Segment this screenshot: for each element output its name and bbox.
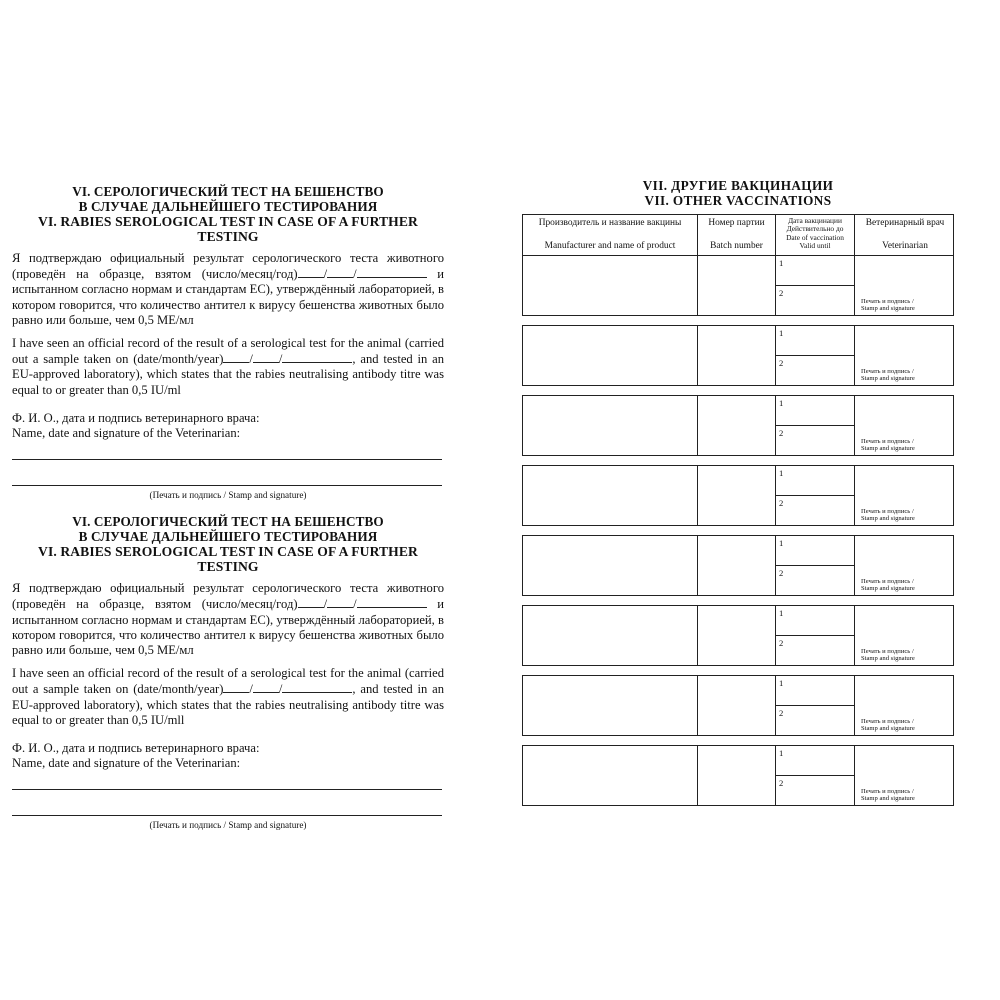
stamp-note: Печать и подпись / Stamp and signature	[861, 647, 915, 663]
batch-cell[interactable]	[698, 466, 776, 525]
right-page	[522, 178, 954, 806]
statement-en: I have seen an official record of the result of a serological test for the animal (carried out a sample taken on (date/month/year) / / , and tested in an EU-approved laboratory), which states that the rabies neutralising antibody titre was equal to or greater than 0,5 IU/mll	[12, 666, 444, 727]
date-month-field[interactable]	[253, 681, 279, 693]
date-cell	[776, 256, 855, 315]
date-entry-2[interactable]: 2	[779, 708, 784, 718]
vaccination-record	[522, 535, 954, 596]
header-manufacturer: Производитель и название вакцины Manufacturer and name of product	[523, 215, 698, 255]
statement-ru: Я подтверждаю официальный результат серологического теста животного (проведён на образце, взятом (число/месяц/год) / / и испытанном согласно нормам и стандартам ЕС), утверждённый лабораторией, в котором говорится, что количество антител к вирусу бешенства животных было равно или больше, чем 0,5 МЕ/мл	[12, 251, 444, 327]
batch-cell[interactable]	[698, 606, 776, 665]
manufacturer-cell[interactable]	[523, 746, 698, 805]
vaccinations-title-en: VII. OTHER VACCINATIONS	[644, 193, 832, 208]
date-day-field[interactable]	[298, 596, 324, 608]
vaccinations-title	[522, 178, 954, 208]
batch-cell[interactable]	[698, 676, 776, 735]
date-cell	[776, 676, 855, 735]
date-year-field[interactable]	[357, 596, 427, 608]
vaccination-record	[522, 325, 954, 386]
date-year-field[interactable]	[357, 266, 427, 278]
date-cell	[776, 746, 855, 805]
stamp-note: Печать и подпись / Stamp and signature	[861, 717, 915, 733]
date-cell	[776, 326, 855, 385]
signature-label: Ф. И. О., дата и подпись ветеринарного врача: Name, date and signature of the Veterinarian:	[12, 410, 260, 441]
date-entry-1[interactable]: 1	[776, 606, 854, 636]
date-entry-1[interactable]: 1	[776, 746, 854, 776]
stamp-caption: (Печать и подпись / Stamp and signature)	[149, 490, 307, 501]
manufacturer-cell[interactable]	[523, 326, 698, 385]
vaccination-record	[522, 675, 954, 736]
serology-section	[12, 514, 444, 830]
vaccination-record	[522, 465, 954, 526]
date-cell	[776, 606, 855, 665]
date-year-field[interactable]	[282, 351, 352, 363]
signature-label: Ф. И. О., дата и подпись ветеринарного врача: Name, date and signature of the Veterinarian:	[12, 741, 260, 771]
stamp-line[interactable]	[12, 485, 442, 486]
veterinarian-cell[interactable]	[855, 396, 955, 455]
vaccination-record	[522, 395, 954, 456]
veterinarian-cell[interactable]	[855, 466, 955, 525]
stamp-caption: (Печать и подпись / Stamp and signature)	[149, 820, 307, 831]
date-entry-2[interactable]: 2	[779, 638, 784, 648]
date-entry-1[interactable]: 1	[776, 396, 854, 426]
stamp-note: Печать и подпись / Stamp and signature	[861, 437, 915, 453]
manufacturer-cell[interactable]	[523, 466, 698, 525]
signature-line[interactable]	[12, 459, 442, 460]
veterinarian-cell[interactable]	[855, 746, 955, 805]
date-month-field[interactable]	[327, 266, 353, 278]
table-header	[522, 214, 954, 256]
manufacturer-cell[interactable]	[523, 536, 698, 595]
date-month-field[interactable]	[327, 596, 353, 608]
date-entry-1[interactable]: 1	[776, 466, 854, 496]
stamp-note: Печать и подпись / Stamp and signature	[861, 787, 915, 803]
stamp-note: Печать и подпись / Stamp and signature	[861, 507, 915, 523]
date-entry-2[interactable]: 2	[779, 428, 784, 438]
manufacturer-cell[interactable]	[523, 676, 698, 735]
vaccinations-title-ru: VII. ДРУГИЕ ВАКЦИНАЦИИ	[642, 178, 834, 193]
vaccination-record	[522, 745, 954, 806]
manufacturer-cell[interactable]	[523, 606, 698, 665]
vaccination-record	[522, 605, 954, 666]
vaccinations-table	[522, 214, 954, 806]
date-entry-2[interactable]: 2	[779, 778, 784, 788]
date-entry-2[interactable]: 2	[779, 358, 784, 368]
stamp-line[interactable]	[12, 815, 442, 816]
date-year-field[interactable]	[282, 681, 352, 693]
stamp-note: Печать и подпись / Stamp and signature	[861, 577, 915, 593]
veterinarian-cell[interactable]	[855, 256, 955, 315]
statement-en: I have seen an official record of the result of a serological test for the animal (carried out a sample taken on (date/month/year) / / , and tested in an EU-approved laboratory), which states that the rabies neutralising antibody titre was equal to or greater than 0,5 IU/ml	[12, 336, 444, 397]
date-entry-2[interactable]: 2	[779, 498, 784, 508]
header-batch: Номер партии Batch number	[698, 215, 776, 255]
date-entry-1[interactable]: 1	[776, 536, 854, 566]
vaccination-rows	[522, 256, 954, 806]
batch-cell[interactable]	[698, 536, 776, 595]
veterinarian-cell[interactable]	[855, 326, 955, 385]
date-entry-1[interactable]: 1	[776, 326, 854, 356]
statement-ru: Я подтверждаю официальный результат серологического теста животного (проведён на образце, взятом (число/месяц/год) / / и испытанном согласно нормам и стандартам ЕС), утверждённый лабораторией, в котором говорится, что количество антител к вирусу бешенства животных было равно или больше, чем 0,5 МЕ/мл	[12, 581, 444, 658]
left-page	[12, 184, 444, 844]
signature-line[interactable]	[12, 789, 442, 790]
date-day-field[interactable]	[223, 681, 249, 693]
manufacturer-cell[interactable]	[523, 396, 698, 455]
date-cell	[776, 536, 855, 595]
serology-section	[12, 184, 444, 500]
section-title: VI. СЕРОЛОГИЧЕСКИЙ ТЕСТ НА БЕШЕНСТВО В СЛУЧАЕ ДАЛЬНЕЙШЕГО ТЕСТИРОВАНИЯ VI. RABIES SEROLOGICAL TEST IN CASE OF A FURTHER TESTING	[38, 184, 418, 244]
veterinarian-cell[interactable]	[855, 536, 955, 595]
stamp-note: Печать и подпись / Stamp and signature	[861, 367, 915, 383]
date-cell	[776, 396, 855, 455]
manufacturer-cell[interactable]	[523, 256, 698, 315]
date-day-field[interactable]	[223, 351, 249, 363]
header-date: Дата вакцинации Действительно до Date of vaccination Valid until	[776, 215, 855, 255]
stamp-note: Печать и подпись / Stamp and signature	[861, 297, 915, 313]
date-day-field[interactable]	[298, 266, 324, 278]
vaccination-record	[522, 256, 954, 316]
date-entry-2[interactable]: 2	[779, 288, 784, 298]
section-title: VI. СЕРОЛОГИЧЕСКИЙ ТЕСТ НА БЕШЕНСТВО В СЛУЧАЕ ДАЛЬНЕЙШЕГО ТЕСТИРОВАНИЯ VI. RABIES SEROLOGICAL TEST IN CASE OF A FURTHER TESTING	[38, 514, 418, 575]
batch-cell[interactable]	[698, 746, 776, 805]
date-entry-2[interactable]: 2	[779, 568, 784, 578]
veterinarian-cell[interactable]	[855, 606, 955, 665]
date-entry-1[interactable]: 1	[776, 676, 854, 706]
veterinarian-cell[interactable]	[855, 676, 955, 735]
date-cell	[776, 466, 855, 525]
header-veterinarian: Ветеринарный врач Veterinarian	[865, 218, 945, 251]
date-month-field[interactable]	[253, 351, 279, 363]
batch-cell[interactable]	[698, 326, 776, 385]
batch-cell[interactable]	[698, 256, 776, 315]
date-entry-1[interactable]: 1	[776, 256, 854, 286]
batch-cell[interactable]	[698, 396, 776, 455]
